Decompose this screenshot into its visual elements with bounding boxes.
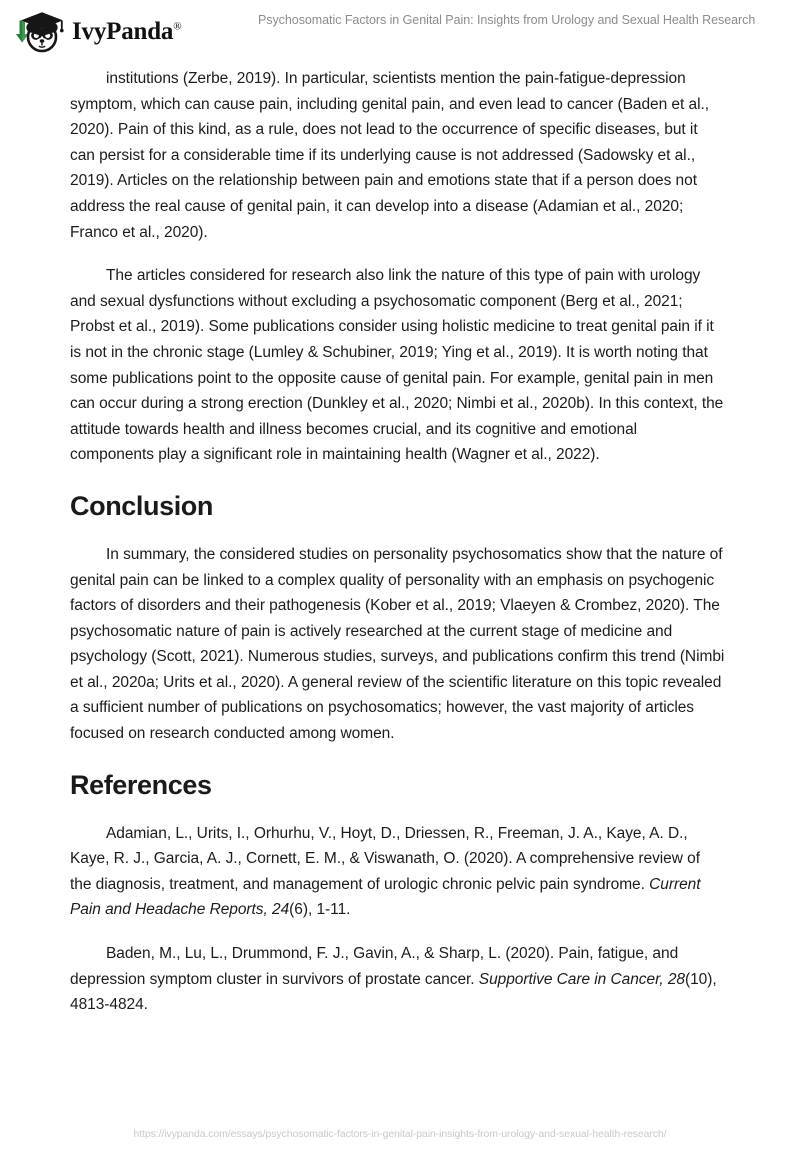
references-heading-bottom-spacer [70, 802, 725, 821]
panda-graduation-cap-logo-icon [14, 8, 66, 56]
registered-trademark-symbol: ® [173, 20, 182, 33]
conclusion-paragraph: In summary, the considered studies on personality psychosomatics show that the nature of genital pain can be linked to a complex quality of personality with an emphasis on psychogenic factors of disorders and their pathogenesis (Kober et al., 2019; Vlaeyen & Crombez, 2020). The psychosomatic nature of pain is actively researched at the current stage of medicine and psychology (Scott, 2021). Numerous studies, surveys, and publications confirm this trend (Nimbi et al., 2020a; Urits et al., 2020). A general review of the scientific literature on this topic revealed a sufficient number of publications on psychosomatics; however, the vast majority of articles focused on research conducted among women. [70, 545, 725, 743]
references-heading: References [70, 769, 212, 800]
reference-journal-volume: Supportive Care in Cancer, 28 [478, 970, 685, 988]
reference-journal-volume: Current Pain and Headache Reports, 24 [70, 875, 701, 919]
heading-bottom-spacer [70, 523, 725, 542]
reference-issue-pages: (10), 4813-4824. [70, 970, 717, 1014]
brand-logo-lockup[interactable] [14, 8, 181, 56]
reference-entry [70, 941, 725, 1018]
reference-spacer [70, 923, 725, 941]
source-url-link[interactable]: https://ivypanda.com/essays/psychosomatic-factors-in-genital-pain-insights-from-urology-and-sexual-health-research/ [133, 1128, 667, 1140]
conclusion-heading: Conclusion [70, 490, 213, 521]
document-body [70, 66, 725, 1018]
paragraph-spacer [70, 245, 725, 263]
brand-name: IvyPanda® [72, 18, 182, 45]
page-footer [0, 1124, 800, 1142]
reference-entry [70, 821, 725, 923]
reference-issue-pages: (6), 1-11. [289, 901, 351, 919]
body-paragraph-1: institutions (Zerbe, 2019). In particular, scientists mention the pain-fatigue-depression symptom, which can cause pain, including genital pain, and even lead to cancer (Baden et al., 2020). Pain of this kind, as a rule, does not lead to the occurrence of specific diseases, but it can persist for a considerable time if its underlying cause is not addressed (Sadowsky et al., 2019). Articles on the relationship between pain and emotions state that if a person does not address the real cause of genital pain, it can develop into a disease (Adamian et al., 2020; Franco et al., 2020). [70, 70, 709, 241]
document-title-header: Psychosomatic Factors in Genital Pain: Insights from Urology and Sexual Health Research [258, 13, 756, 27]
page-header [0, 0, 800, 62]
heading-top-spacer [70, 468, 725, 489]
reference-authors-title: Adamian, L., Urits, I., Orhurhu, V., Hoyt, D., Driessen, R., Freeman, J. A., Kaye, A. D., Kaye, R. J., Garcia, A. J., Cornett, E. M., & Viswanath, O. (2020). A comprehensive review of the diagnosis, treatment, and management of urologic chronic pelvic pain syndrome. [70, 824, 700, 893]
body-paragraph-2: The articles considered for research also link the nature of this type of pain with urology and sexual dysfunctions without excluding a psychosomatic component (Berg et al., 2021; Probst et al., 2019). Some publications consider using holistic medicine to treat genital pain if it is not in the chronic stage (Lumley & Schubiner, 2019; Ying et al., 2019). It is worth noting that some publications point to the opposite cause of genital pain. For example, genital pain in men can occur during a strong erection (Dunkley et al., 2020; Nimbi et al., 2020b). In this context, the attitude towards health and illness becomes crucial, and its cognitive and emotional components play a significant role in maintaining health (Wagner et al., 2022). [70, 267, 724, 464]
reference-authors-title: Baden, M., Lu, L., Drummond, F. J., Gavin, A., & Sharp, L. (2020). Pain, fatigue, and depression symptom cluster in survivors of prostate cancer. [70, 945, 679, 988]
references-heading-top-spacer [70, 747, 725, 768]
